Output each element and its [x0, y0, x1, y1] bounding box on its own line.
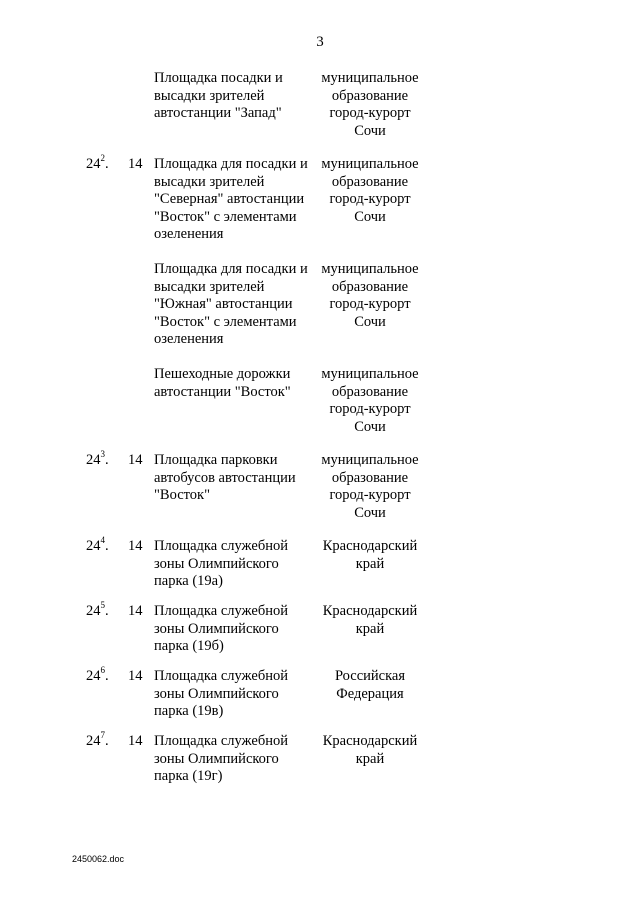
- object-name-line: озеленения: [154, 331, 224, 347]
- object-name-line: автостанции "Запад": [154, 105, 282, 121]
- object-name-line: Площадка для посадки и: [154, 156, 308, 172]
- object-owner-line: образование: [331, 469, 409, 486]
- object-owner-line: Сочи: [354, 418, 386, 435]
- row-number-superscript: 5: [100, 600, 105, 611]
- object-name-line: "Северная" автостанции: [154, 191, 305, 207]
- object-owner-line: край: [355, 620, 385, 637]
- document-filename: 2450062.doc: [72, 854, 125, 864]
- object-owner: [308, 366, 432, 436]
- object-name-line: Площадка служебной: [154, 538, 288, 554]
- object-owner-line: образование: [331, 383, 409, 400]
- object-name: [154, 452, 320, 505]
- object-name: [154, 603, 320, 656]
- object-owner-line: муниципальное: [321, 452, 419, 468]
- object-name-line: высадки зрителей: [154, 173, 265, 190]
- object-name-line: Площадка посадки и: [154, 70, 283, 86]
- object-name-line: автостанции "Восток": [154, 383, 291, 400]
- object-owner-line: город-курорт: [329, 191, 411, 207]
- row-number: [86, 730, 109, 751]
- object-owner: [308, 603, 432, 638]
- object-name-line: зоны Олимпийского: [154, 685, 279, 702]
- object-owner: [308, 538, 432, 573]
- object-name-line: Площадка парковки: [154, 452, 278, 468]
- object-name-line: высадки зрителей: [154, 87, 265, 104]
- object-name-line: высадки зрителей: [154, 278, 265, 295]
- row-number-main: 24: [86, 603, 101, 619]
- row-number: [86, 600, 109, 621]
- object-name-line: автобусов автостанции: [154, 469, 296, 486]
- object-owner: [308, 733, 432, 768]
- row-code: 14: [128, 538, 143, 554]
- object-owner: [308, 156, 432, 226]
- row-number-main: 24: [86, 452, 101, 468]
- object-owner: [308, 452, 432, 522]
- object-name-line: зоны Олимпийского: [154, 620, 279, 637]
- row-number-dot: .: [105, 733, 109, 749]
- row-number-dot: .: [105, 538, 109, 554]
- object-name-line: озеленения: [154, 226, 224, 242]
- object-name-line: Площадка служебной: [154, 668, 288, 684]
- object-owner: [308, 70, 432, 140]
- row-code: 14: [128, 156, 143, 172]
- object-owner-line: образование: [331, 278, 409, 295]
- row-number-main: 24: [86, 538, 101, 554]
- object-name-line: "Восток" с элементами: [154, 313, 297, 330]
- object-owner-line: Краснодарский: [322, 733, 418, 749]
- object-name: [154, 733, 320, 786]
- object-name-line: парка (19г): [154, 768, 223, 784]
- object-name: [154, 366, 320, 401]
- object-name-line: "Южная" автостанции: [154, 296, 293, 312]
- object-name-line: Площадка служебной: [154, 603, 288, 619]
- row-number-main: 24: [86, 668, 101, 684]
- row-number: [86, 449, 109, 470]
- object-owner-line: край: [355, 750, 385, 767]
- object-name: [154, 70, 320, 123]
- object-owner-line: город-курорт: [329, 105, 411, 121]
- object-name: [154, 156, 320, 244]
- object-name-line: Площадка для посадки и: [154, 261, 308, 277]
- row-number-superscript: 3: [100, 449, 105, 460]
- object-owner: [308, 668, 432, 703]
- page-number: 3: [316, 34, 324, 50]
- object-name-line: зоны Олимпийского: [154, 555, 279, 572]
- object-owner-line: муниципальное: [321, 366, 419, 382]
- row-number-dot: .: [105, 156, 109, 172]
- row-number: [86, 665, 109, 686]
- object-owner-line: город-курорт: [329, 487, 411, 503]
- row-number-dot: .: [105, 452, 109, 468]
- row-number-dot: .: [105, 668, 109, 684]
- object-owner-line: муниципальное: [321, 261, 419, 277]
- object-owner-line: Сочи: [354, 504, 386, 521]
- object-owner-line: Сочи: [354, 313, 386, 330]
- row-number-main: 24: [86, 733, 101, 749]
- row-number-superscript: 6: [100, 665, 105, 676]
- row-number-superscript: 4: [100, 535, 105, 546]
- row-code: 14: [128, 603, 143, 619]
- row-number-superscript: 7: [100, 730, 105, 741]
- object-name: [154, 668, 320, 721]
- object-name-line: Пешеходные дорожки: [154, 366, 291, 382]
- object-owner-line: Сочи: [354, 208, 386, 225]
- object-owner-line: Краснодарский: [322, 603, 418, 619]
- object-name-line: парка (19а): [154, 573, 223, 589]
- object-name-line: зоны Олимпийского: [154, 750, 279, 767]
- object-owner-line: образование: [331, 173, 409, 190]
- object-owner-line: Федерация: [336, 685, 404, 702]
- row-number-superscript: 2: [100, 153, 105, 164]
- row-number: [86, 153, 109, 174]
- object-owner-line: Сочи: [354, 122, 386, 139]
- row-code: 14: [128, 733, 143, 749]
- row-number-main: 24: [86, 156, 101, 172]
- object-owner-line: город-курорт: [329, 296, 411, 312]
- row-code: 14: [128, 452, 143, 468]
- row-number: [86, 535, 109, 556]
- object-name-line: "Восток": [154, 487, 210, 503]
- object-name: [154, 538, 320, 591]
- object-owner-line: образование: [331, 87, 409, 104]
- object-owner-line: город-курорт: [329, 401, 411, 417]
- object-owner-line: муниципальное: [321, 156, 419, 172]
- object-name-line: Площадка служебной: [154, 733, 288, 749]
- object-owner-line: муниципальное: [321, 70, 419, 86]
- object-name-line: парка (19б): [154, 638, 224, 654]
- row-number-dot: .: [105, 603, 109, 619]
- object-name-line: парка (19в): [154, 703, 224, 719]
- row-code: 14: [128, 668, 143, 684]
- object-name: [154, 261, 320, 349]
- object-owner-line: Российская: [334, 668, 406, 684]
- object-owner-line: край: [355, 555, 385, 572]
- object-owner: [308, 261, 432, 331]
- object-owner-line: Краснодарский: [322, 538, 418, 554]
- object-name-line: "Восток" с элементами: [154, 208, 297, 225]
